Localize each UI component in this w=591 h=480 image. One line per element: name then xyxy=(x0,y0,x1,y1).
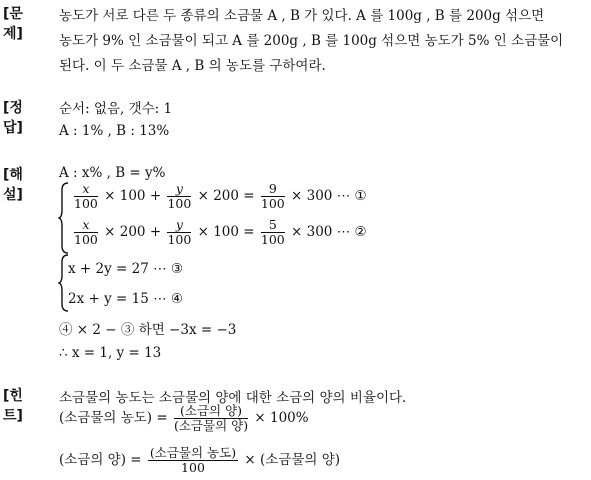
answer-meta: 순서: 없음, 갯수: 1 xyxy=(59,101,173,117)
solution-label: [해설] xyxy=(3,167,23,203)
solution-result: ∴ x = 1, y = 13 xyxy=(59,345,162,361)
equation-4: 2x + y = 15 ⋯ ④ xyxy=(68,291,183,307)
problem-label: [문제] xyxy=(3,6,23,42)
hint-formula-2: (소금의 양) = (소금물의 농도) 100 × (소금물의 양) xyxy=(59,445,341,475)
problem-line: 된다. 이 두 소금물 A , B 의 농도를 구하여라. xyxy=(59,58,326,74)
system-brace xyxy=(58,182,70,254)
equation-2: $\frac{x}{100}$ × 200 + $\frac{y}{100}$ × 100 = $\frac{5}{100}$ × 300 ⋯ ② xyxy=(74,217,367,247)
hint-formula-1: (소금물의 농도) = (소금의 양) (소금물의 양) × 100% xyxy=(59,403,309,433)
solution-intro: A : x% , B = y% xyxy=(59,165,166,181)
equation-1: $\frac{x}{100}$ × 100 + $\frac{y}{100}$ × 200 = $\frac{9}{100}$ × 300 ⋯ ① xyxy=(74,181,367,211)
hint-label: [힌트] xyxy=(3,388,23,424)
equation-3: x + 2y = 27 ⋯ ③ xyxy=(68,261,183,277)
answer-label: [정답] xyxy=(3,100,23,136)
hint-text: 소금물의 농도는 소금물의 양에 대한 소금의 양의 비율이다. xyxy=(59,390,407,406)
problem-line: 농도가 9% 인 소금물이 되고 A 를 200g , B 를 100g 섞으면 농도가 5% 인 소금물이 xyxy=(59,33,564,49)
answer-value: A : 1% , B : 13% xyxy=(59,123,170,139)
solution-step: ④ × 2 − ③ 하면 −3x = −3 xyxy=(59,322,237,338)
problem-line: 농도가 서로 다른 두 종류의 소금물 A , B 가 있다. A 를 100g , B 를 200g 섞으면 xyxy=(59,8,545,24)
